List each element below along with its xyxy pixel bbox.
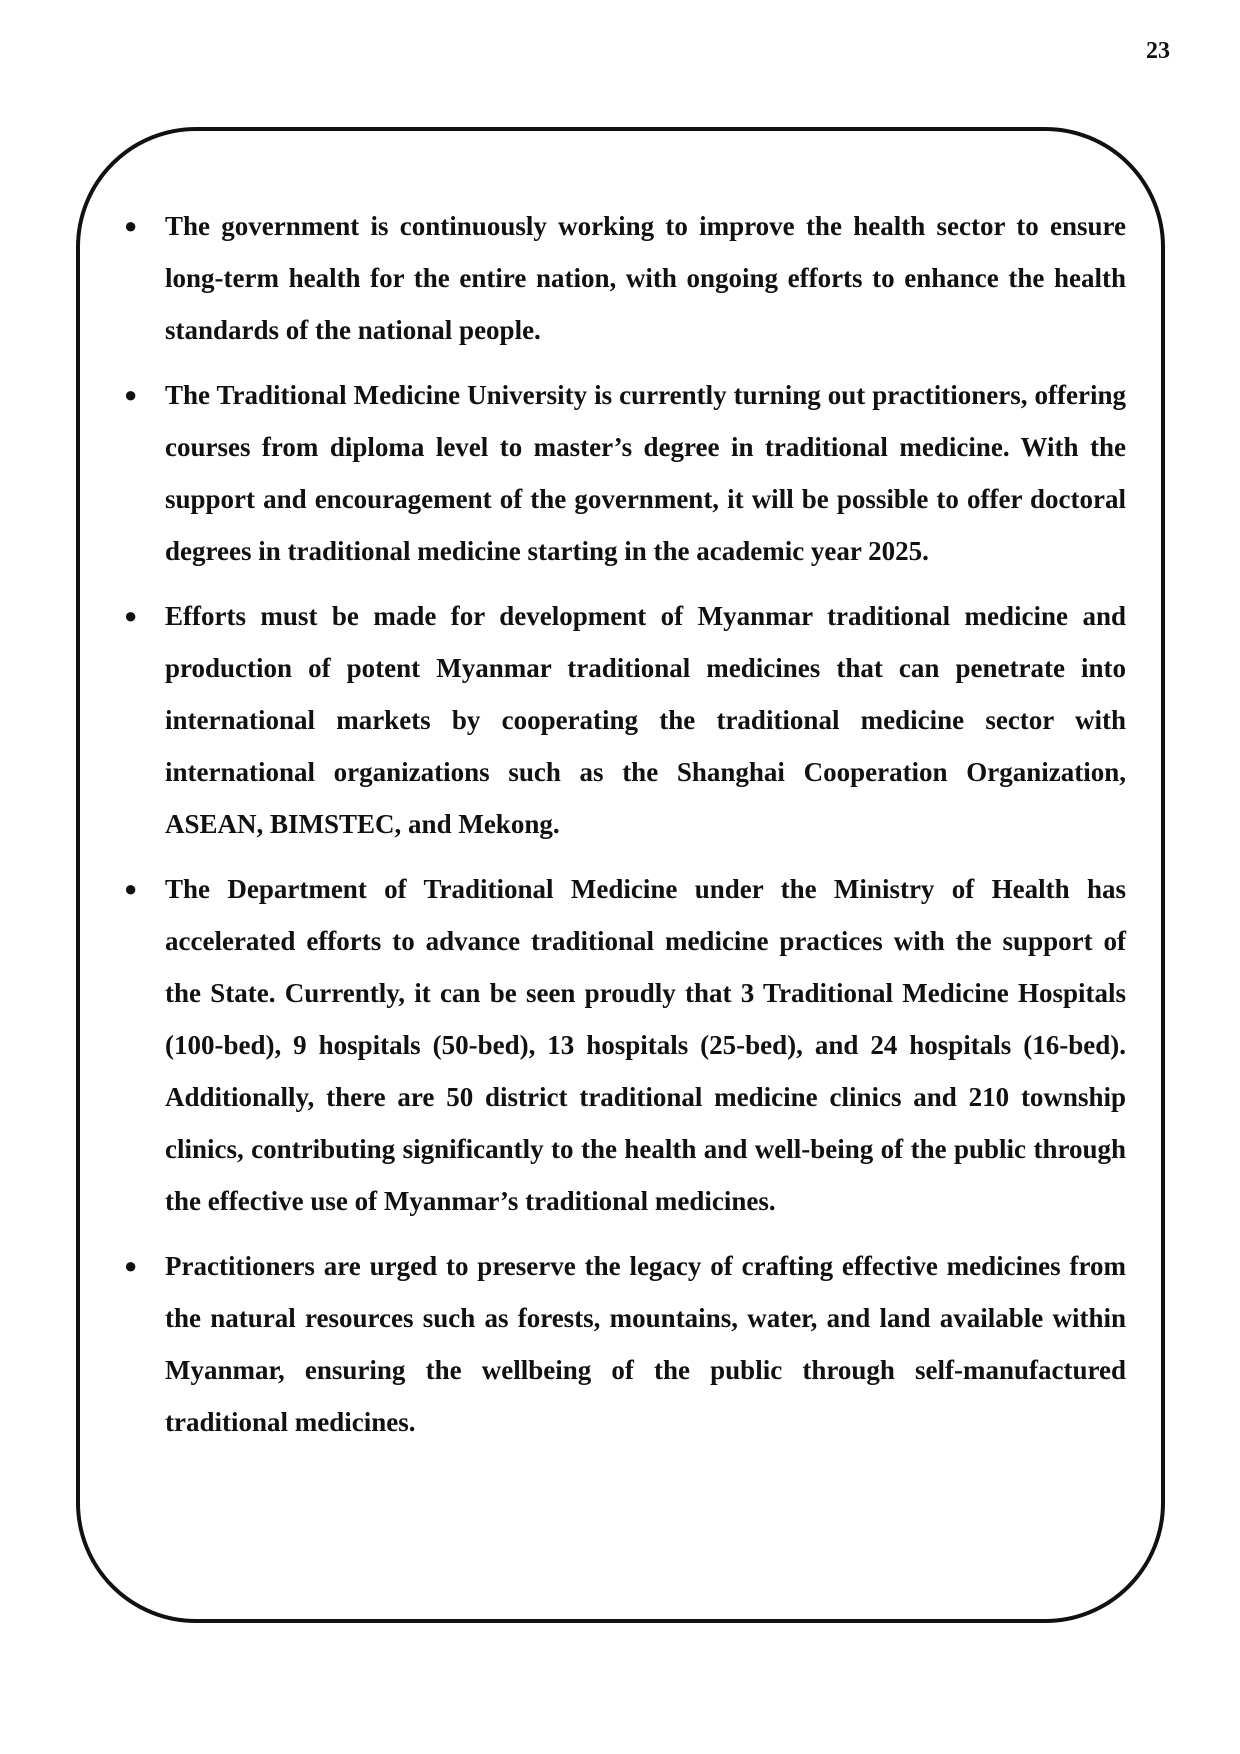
bullet-text: Efforts must be made for development of Myanmar traditional medicine and production of potent Myanmar traditional medicines that can penetrate into international markets by cooperating the traditional medicine sector with international organizations such as the Shanghai Cooperation Organization, ASEAN, BIMSTEC, and Mekong. (165, 601, 1126, 839)
bullet-list (120, 200, 1126, 1461)
bullet-text: The Department of Traditional Medicine under the Ministry of Health has accelerated efforts to advance traditional medicine practices with the support of the State. Currently, it can be seen proudly that 3 Traditional Medicine Hospitals (100-bed), 9 hospitals (50-bed), 13 hospitals (25-bed), and 24 hospitals (16-bed). Additionally, there are 50 district traditional medicine clinics and 210 township clinics, contributing significantly to the health and well-being of the public through the effective use of Myanmar’s traditional medicines. (165, 874, 1126, 1216)
page-number: 23 (1146, 38, 1170, 64)
bullet-item-3 (120, 590, 1126, 850)
bullet-text: The Traditional Medicine University is currently turning out practitioners, offering courses from diploma level to master’s degree in traditional medicine. With the support and encouragement of the government, it will be possible to offer doctoral degrees in traditional medicine starting in the academic year 2025. (165, 380, 1126, 566)
bullet-item-5 (120, 1240, 1126, 1448)
bullet-dot-icon: ● (124, 213, 138, 238)
bullet-item-2 (120, 369, 1126, 577)
bullet-dot-icon: ● (124, 382, 138, 407)
bullet-item-4 (120, 863, 1126, 1227)
bullet-dot-icon: ● (124, 1253, 138, 1278)
bullet-text: Practitioners are urged to preserve the legacy of crafting effective medicines from the natural resources such as forests, mountains, water, and land available within Myanmar, ensuring the wellbeing of the public through self-manufactured traditional medicines. (165, 1251, 1126, 1437)
bullet-dot-icon: ● (124, 876, 138, 901)
bullet-dot-icon: ● (124, 603, 138, 628)
bullet-item-1 (120, 200, 1126, 356)
bullet-text: The government is continuously working to improve the health sector to ensure long-term health for the entire nation, with ongoing efforts to enhance the health standards of the national people. (165, 211, 1126, 345)
